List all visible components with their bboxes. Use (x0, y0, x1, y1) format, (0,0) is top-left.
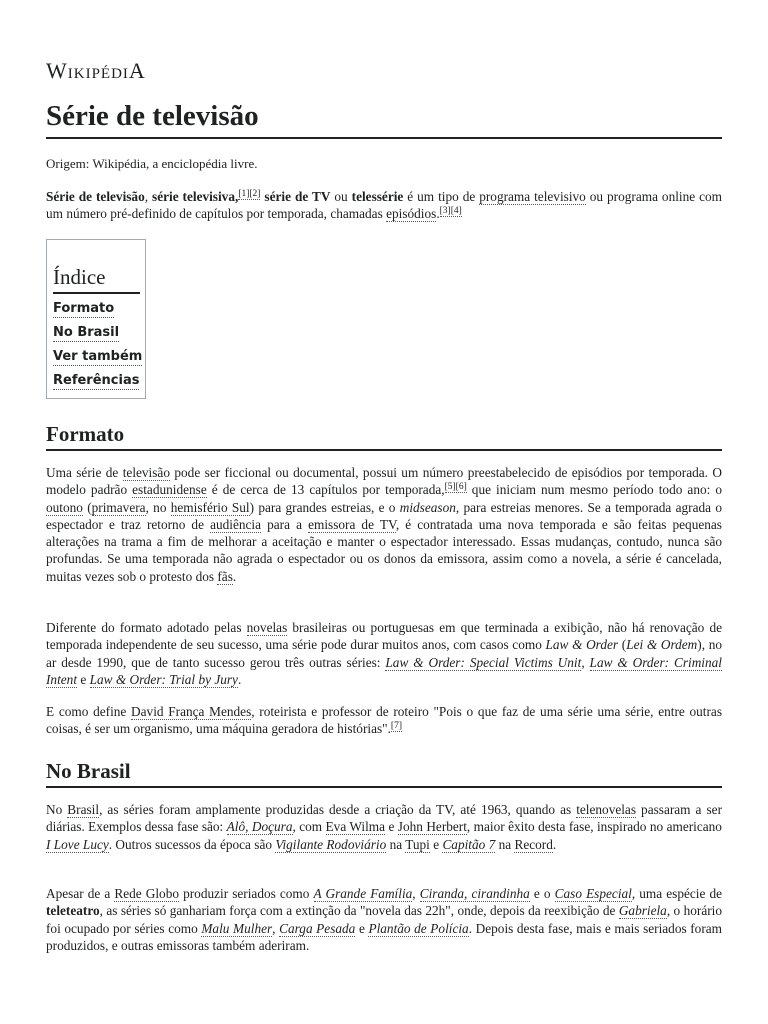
ref-link[interactable]: [1][2] (238, 188, 261, 199)
section-heading-formato: Formato (46, 420, 722, 451)
link-caso-especial[interactable]: Caso Especial (554, 886, 632, 901)
ref-link[interactable]: [5][6] (444, 481, 467, 492)
link-novelas[interactable]: novelas (246, 620, 288, 635)
page-title: Série de televisão (46, 96, 722, 139)
link-televisao[interactable]: televisão (122, 465, 170, 480)
link-plantao-de-policia[interactable]: Plantão de Polícia (368, 920, 469, 936)
link-law-order-svu[interactable]: Law & Order: Special Victims Unit (385, 654, 582, 670)
ref-link[interactable]: [7] (390, 720, 402, 731)
link-brasil[interactable]: Brasil (67, 802, 100, 817)
italic-term: midseason (399, 499, 456, 515)
link-alo-docura[interactable]: Alô, Doçura (226, 819, 293, 835)
bold-term: Série de televisão (46, 189, 145, 204)
link-outono[interactable]: outono (46, 499, 83, 515)
link-i-love-lucy[interactable]: I Love Lucy (46, 836, 109, 852)
origin-note: Origem: Wikipédia, a enciclopédia livre. (46, 156, 258, 171)
wordmark-rest: IKIPÉDI (67, 66, 129, 82)
link-vigilante-rodoviario[interactable]: Vigilante Rodoviário (275, 836, 387, 852)
toc-item-formato[interactable]: Formato (53, 301, 115, 316)
bold-term: teleteatro (46, 903, 100, 919)
italic-title: Law & Order (545, 637, 619, 653)
link-john-herbert[interactable]: John Herbert (397, 819, 467, 835)
ref-link[interactable]: [3][4] (439, 205, 462, 216)
formato-paragraph-2: Diferente do formato adotado pelas novelas brasileiras ou portuguesas em que terminada a exibição, não há renovação de temporada independente de seu sucesso, uma série pode durar muitos anos, com casos como Law & Order (Lei & Ordem), no ar desde 1990, que de tanto sucesso gerou três outras séries: Law & Order: Special Victims Unit, Law & Order: Criminal Intent e Law & Order: Trial by Jury. (46, 620, 722, 687)
italic-title: Lei & Ordem (626, 637, 698, 653)
link-hemisferio-sul[interactable]: hemisfério Sul (170, 499, 250, 515)
table-of-contents (46, 239, 146, 399)
toc-title: Índice (53, 264, 140, 294)
formato-paragraph-1: Uma série de televisão pode ser ficcional ou documental, possui um número preestabelecido de episódios por temporada. O modelo padrão estadunidense é de cerca de 13 capítulos por temporada,[5][6] que iniciam num mesmo período todo ano: o outono (primavera, no hemisfério Sul) para grandes estreias, e o midseason, para estreias menores. Se a temporada agrada o espectador e traz retorno de audiência para a emissora de TV, é contratada uma nova temporada e são feitas pequenas alterações na trama a fim de melhorar a aceitação e manter o espectador interessado. Essas mudanças, contudo, nunca são profundas. Se uma temporada não agrada o espectador ou os donos da emissora, assim como a novela, a série é cancelada, muitas vezes sob o protesto dos fãs. (46, 465, 722, 584)
toc-item-no-brasil[interactable]: No Brasil (53, 325, 120, 340)
link-audiencia[interactable]: audiência (210, 516, 262, 532)
link-tupi[interactable]: Tupi (405, 836, 430, 852)
bold-term: série de TV (264, 189, 331, 204)
link-a-grande-familia[interactable]: A Grande Família (313, 886, 413, 901)
link-david-franca-mendes[interactable]: David França Mendes (131, 704, 252, 719)
toc-item-ver-tambem[interactable]: Ver também (53, 349, 143, 364)
link-emissora-de-tv[interactable]: emissora de TV (308, 516, 396, 532)
wikipedia-wordmark[interactable] (46, 60, 146, 82)
link-telenovelas[interactable]: telenovelas (576, 802, 637, 817)
link-law-order-tbj[interactable]: Law & Order: Trial by Jury (89, 671, 238, 687)
link-ciranda-cirandinha[interactable]: Ciranda, cirandinha (419, 886, 530, 901)
link-episodios[interactable]: episódios (386, 206, 437, 222)
brasil-paragraph-1: No Brasil, as séries foram amplamente produzidas desde a criação da TV, até 1963, quando as telenovelas passaram a ser diárias. Exemplos dessa fase são: Alô, Doçura, com Eva Wilma e John Herbert, maior êxito desta fase, inspirado no americano I Love Lucy. Outros sucessos da época são Vigilante Rodoviário na Tupi e Capitão 7 na Record. (46, 802, 723, 852)
wordmark-last: A (128, 58, 146, 83)
link-fas[interactable]: fãs (217, 568, 233, 584)
link-primavera[interactable]: primavera (91, 499, 146, 515)
link-gabriela[interactable]: Gabriela (618, 903, 667, 919)
wordmark-first: W (46, 58, 68, 83)
link-capitao-7[interactable]: Capitão 7 (442, 836, 496, 852)
brasil-paragraph-2: Apesar de a Rede Globo produzir seriados como A Grande Família, Ciranda, cirandinha e o Caso Especial, uma espécie de teleteatro, as séries só ganhariam força com a extinção da "novela das 22h", onde, depois da reexibição de Gabriela, o horário foi ocupado por séries como Malu Mulher, Carga Pesada e Plantão de Polícia. Depois desta fase, mais e mais seriados foram produzidos, e outras emissoras também aderiram. (46, 886, 723, 953)
link-programa-televisivo[interactable]: programa televisivo (479, 189, 586, 204)
bold-term: série televisiva, (152, 189, 239, 204)
link-law-order-ci[interactable]: Law & Order: Criminal Intent (46, 654, 722, 687)
bold-term: telessérie (351, 189, 404, 204)
link-record[interactable]: Record (514, 836, 553, 852)
link-malu-mulher[interactable]: Malu Mulher (201, 920, 273, 936)
toc-item-referencias[interactable]: Referências (53, 373, 140, 388)
link-rede-globo[interactable]: Rede Globo (114, 886, 180, 901)
link-carga-pesada[interactable]: Carga Pesada (279, 920, 356, 936)
link-estadunidense[interactable]: estadunidense (132, 482, 207, 498)
link-eva-wilma[interactable]: Eva Wilma (325, 819, 386, 835)
intro-paragraph: Série de televisão, série televisiva,[1][2] série de TV ou telessérie é um tipo de programa televisivo ou programa online com um número pré-definido de capítulos por temporada, chamadas episódios.[3][4] (46, 188, 723, 222)
formato-paragraph-3: E como define David França Mendes, roteirista e professor de roteiro "Pois o que faz de uma série uma série, entre outras coisas, é ser um organismo, uma máquina geradora de histórias".[7] (46, 704, 723, 737)
section-heading-no-brasil: No Brasil (46, 757, 722, 788)
